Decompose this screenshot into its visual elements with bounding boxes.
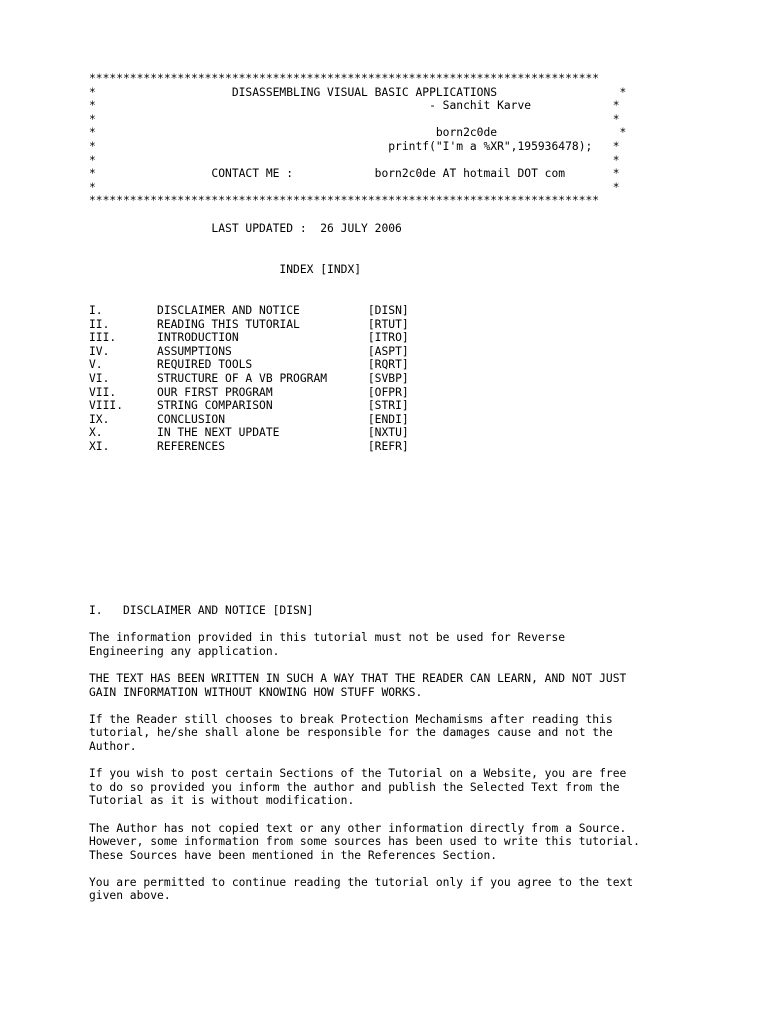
toc-entry-number: II. [89, 317, 158, 331]
toc-entry-code: [ITRO] [367, 331, 409, 345]
header-banner [89, 72, 626, 208]
toc-entry-title: DISCLAIMER AND NOTICE [157, 304, 368, 317]
disclaimer-paragraph: The Author has not copied text or any other information directly from a Source. However, some information from some sources has been used to write this tutorial. These Sources have been mentioned in the References Section. [89, 821, 640, 862]
toc-entry-number: VIII. [89, 399, 158, 413]
toc-entry [89, 372, 409, 386]
toc-entry-title: ASSUMPTIONS [157, 344, 368, 358]
toc-entry-title: CONCLUSION [157, 412, 368, 426]
toc-entry [89, 318, 409, 332]
banner-top-border: *************************************************************************** [89, 72, 600, 85]
disclaimer-section [89, 604, 640, 903]
toc-entry-title: REQUIRED TOOLS [157, 358, 368, 372]
banner-blank-line: * * [89, 180, 620, 194]
toc-entry-number: III. [89, 331, 158, 345]
banner-printf-line: * printf("I'm a %XR",195936478); * [89, 139, 620, 153]
toc-entry-number: X. [89, 426, 158, 440]
toc-entry [89, 440, 409, 454]
toc-entry-code: [OFPR] [367, 385, 409, 399]
banner-blank-line: * * [89, 153, 620, 167]
toc-entry-code: [REFR] [367, 439, 409, 453]
toc-entry [89, 426, 409, 440]
toc-entry-code: [NXTU] [367, 426, 409, 440]
toc-entry-number: IV. [89, 344, 158, 358]
toc-entry-code: [RTUT] [367, 317, 409, 331]
toc-entry-code: [DISN] [367, 304, 409, 317]
banner-blank-line: * * [89, 112, 620, 126]
disclaimer-paragraph: THE TEXT HAS BEEN WRITTEN IN SUCH A WAY THAT THE READER CAN LEARN, AND NOT JUST GAIN INFORMATION WITHOUT KNOWING HOW STUFF WORKS. [89, 671, 627, 699]
index-title: INDEX [INDX] [89, 263, 362, 276]
toc-entry-number: V. [89, 358, 158, 372]
banner-bottom-border: *************************************************************************** [89, 194, 600, 208]
toc-entry-number: I. [89, 304, 158, 317]
toc-entry-title: STRING COMPARISON [157, 399, 368, 413]
banner-handle-line: * born2c0de * [89, 126, 627, 140]
disclaimer-paragraph: The information provided in this tutorial must not be used for Reverse Engineering any application. [89, 631, 566, 658]
toc-entry [89, 413, 409, 427]
banner-title-line: * DISASSEMBLING VISUAL BASIC APPLICATIONS * [89, 85, 627, 99]
toc-entry [89, 331, 409, 345]
toc-entry-title: REFERENCES [157, 439, 368, 453]
toc-entry-title: OUR FIRST PROGRAM [157, 385, 368, 399]
disclaimer-paragraph: If the Reader still chooses to break Protection Mechamisms after reading this tutorial, he/she shall alone be responsible for the damages cause and not the Author. [89, 712, 613, 753]
toc-entry-code: [RQRT] [367, 358, 409, 372]
toc-entry-number: IX. [89, 412, 158, 426]
toc-entry-code: [SVBP] [367, 371, 409, 385]
toc-entry-title: INTRODUCTION [157, 331, 368, 345]
banner-author-line: * - Sanchit Karve * [89, 99, 620, 113]
toc-entry-number: VII. [89, 385, 158, 399]
toc-entry-code: [ENDI] [367, 412, 409, 426]
section-heading: I. DISCLAIMER AND NOTICE [DISN] [89, 604, 314, 617]
toc-entry-title: IN THE NEXT UPDATE [157, 426, 368, 440]
toc-entry [89, 358, 409, 372]
disclaimer-paragraph: If you wish to post certain Sections of the Tutorial on a Website, you are free to do so provided you inform the author and publish the Selected Text from the Tutorial as it is without modification. [89, 767, 627, 808]
toc-entry-number: VI. [89, 371, 158, 385]
toc-entry-code: [STRI] [367, 399, 409, 413]
disclaimer-paragraph: You are permitted to continue reading the tutorial only if you agree to the text given above. [89, 875, 634, 903]
toc-entry [89, 304, 409, 318]
toc-entry-title: STRUCTURE OF A VB PROGRAM [157, 371, 368, 385]
banner-contact-line: * CONTACT ME : born2c0de AT hotmail DOT com * [89, 167, 620, 181]
toc-entry-code: [ASPT] [367, 344, 409, 358]
table-of-contents [89, 304, 409, 454]
toc-entry [89, 345, 409, 359]
toc-entry [89, 386, 409, 400]
last-updated-line: LAST UPDATED : 26 JULY 2006 [89, 222, 402, 235]
toc-entry-title: READING THIS TUTORIAL [157, 317, 368, 331]
toc-entry-number: XI. [89, 439, 158, 453]
toc-entry [89, 399, 409, 413]
